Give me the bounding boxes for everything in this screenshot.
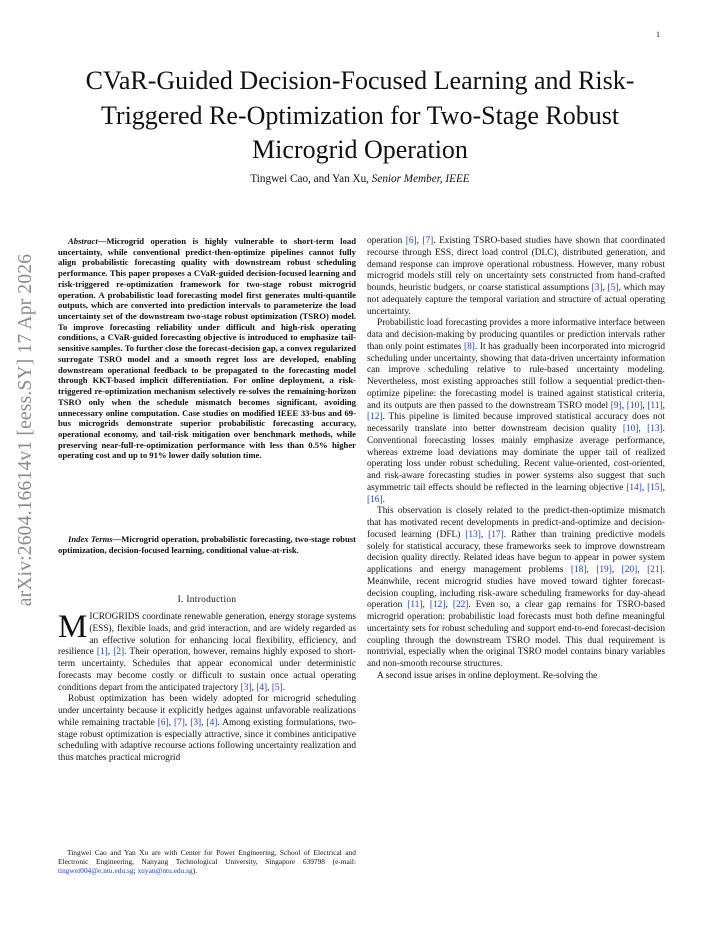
citation-link[interactable]: [19]	[596, 565, 612, 575]
right-paragraph-2: Probabilistic load forecasting provides a more informative interface between data and decision-making by producing quantiles or prediction intervals rather than only point estimates [8]. It has gradually been incorporated into microgrid scheduling under uncertainty, showing that data-driven uncertainty information can improve scheduling relative to rule-based uncertainty modeling. Nevertheless, most existing approaches still follow a sequential predict-then-optimize pipeline: the forecasting model is trained against statistical criteria, and its outputs are then passed to the downstream TSRO model [9], [10], [11], [12]. This pipeline is limited because improved statistical accuracy does not necessarily translate into better downstream decision quality [10], [13]. Conventional forecasting losses mainly emphasize average performance, whereas extreme load deviations may dominate the upper tail of realized operating loss under robust scheduling. Recent value-oriented, cost-oriented, and risk-aware forecasting studies in power systems also suggest that such asymmetric tail effects should be reflected in the learning objective [14], [15], [16].	[367, 318, 666, 505]
citation-link[interactable]: [7]	[422, 236, 434, 246]
citation-link[interactable]: [10]	[622, 424, 639, 434]
introduction-right	[367, 236, 665, 683]
affiliation-footnote: Tingwei Cao and Yan Xu are with Center for Power Engineering, School of Electrical and Electronic Engineering, Nanyang Technological University, Singapore 639798 (e-mail: tingwei004@e.ntu.edu.sg; xuyan@ntu.edu.sg).	[58, 848, 356, 876]
citation-link[interactable]: [13]	[647, 424, 663, 434]
citation-link[interactable]: [7]	[174, 717, 185, 728]
citation-link[interactable]: [1]	[96, 647, 108, 658]
citation-link[interactable]: [4]	[256, 682, 268, 693]
citation-link[interactable]: [16]	[367, 494, 383, 505]
citation-link[interactable]: [13]	[465, 529, 481, 540]
paper-title: CVaR-Guided Decision-Focused Learning and Risk-Triggered Re-Optimization for Two-Stage Robust Microgrid Operation	[85, 66, 635, 164]
citation-link[interactable]: [5]	[607, 283, 619, 293]
drop-cap: M	[58, 609, 88, 645]
citation-link[interactable]: [21]	[647, 565, 663, 575]
index-terms-text: —Microgrid operation, probabilistic forecasting, two-stage robust optimization, decision-focused learning, conditional value-at-risk.	[58, 534, 356, 555]
abstract-label: Abstract	[68, 236, 98, 246]
email-link[interactable]: xuyan@ntu.edu.sg	[137, 866, 193, 876]
citation-link[interactable]: [3]	[591, 283, 603, 293]
citation-link[interactable]: [3]	[240, 682, 252, 693]
citation-link[interactable]: [6]	[405, 236, 417, 246]
citation-link[interactable]: [11]	[647, 400, 663, 411]
right-paragraph-4: A second issue arises in online deployment. Re-solving the	[377, 670, 598, 681]
citation-link[interactable]: [22]	[452, 600, 469, 611]
intro-paragraph-2: Robust optimization has been widely adopted for microgrid scheduling under uncertainty because it explicitly hedges against unfavorable realizations while remaining tractable [6], [7], [3], [4]. Among existing formulations, two-stage robust optimization is especially attractive, since it combines anticipative scheduling with adaptive recourse actions following uncertainty realization and thus matches practical microgrid	[58, 694, 357, 763]
citation-link[interactable]: [4]	[206, 717, 218, 728]
right-paragraph-3: This observation is closely related to the predict-then-optimize mismatch that has motivated recent developments in predict-and-optimize and decision-focused learning (DFL) [13], [17]. Rather than training predictive models solely for statistical accuracy, these frameworks seek to improve downstream decision quality directly. Related ideas have begun to appear in power system applications and energy management problems [18], [19], [20], [21]. Meanwhile, recent microgrid studies have moved toward tighter forecast-decision coupling, including risk-aware scheduling frameworks for day-ahead operation [11], [12], [22]. Even so, a clear gap remains for TSRO-based microgrid operation: probabilistic load forecasts must both define meaningful uncertainty sets for robust scheduling and support end-to-end forecast-decision coupling through the downstream TSRO model. This dual requirement is nontrivial, especially when the original TSRO model contains binary variables and non-smooth recourse structures.	[367, 506, 666, 669]
citation-link[interactable]: [6]	[157, 717, 169, 728]
citation-link[interactable]: [12]	[367, 412, 383, 423]
author-line	[60, 173, 660, 185]
citation-link[interactable]: [2]	[113, 647, 125, 658]
citation-link[interactable]: [12]	[429, 600, 446, 611]
citation-link[interactable]: [17]	[488, 529, 504, 540]
right-paragraph-1: operation [6], [7]. Existing TSRO-based studies have shown that coordinated recourse through ESS, direct load control (DLC), distributed generation, and demand response can improve operational robustness. However, many robust microgrid models still rely on uncertainty sets constructed from hand-crafted bounds, heuristic budgets, or coarse statistical assumptions [3], [5], which may not adequately capture the temporal variation and structure of actual operating uncertainty.	[367, 236, 666, 317]
citation-link[interactable]: [3]	[190, 717, 202, 728]
abstract	[58, 236, 356, 461]
citation-link[interactable]: [18]	[570, 565, 587, 575]
author-names: Tingwei Cao, and Yan Xu,	[250, 173, 372, 185]
section-heading-introduction: I. Introduction	[177, 595, 237, 605]
arxiv-sidebar-stamp	[6, 195, 46, 665]
citation-link[interactable]: [5]	[271, 682, 283, 693]
citation-link[interactable]: [14]	[626, 482, 642, 493]
email-link[interactable]: tingwei004@e.ntu.edu.sg	[58, 866, 134, 876]
intro-paragraph-1: MICROGRIDS coordinate renewable generation, energy storage systems (ESS), flexible loads, and grid interaction, and are widely regarded as an effective solution for enhancing local flexibility, efficiency, and resilience [1], [2]. Their operation, however, remains highly exposed to short-term uncertainty. Schedules that appear economical under deterministic forecasts may become costly or difficult to sustain once actual operating conditions depart from the anticipated trajectory [3], [4], [5].	[58, 609, 357, 693]
introduction-left	[58, 609, 357, 765]
abstract-text: —Microgrid operation is highly vulnerable to short-term load uncertainty, while conventional predict-then-optimize pipelines cannot fully align probabilistic forecasting quality with downstream robust scheduling performance. This paper proposes a CVaR-guided decision-focused learning and risk-triggered re-optimization framework for two-stage robust microgrid operation. A probabilistic load forecasting model first generates multi-quantile outputs, which are converted into prediction intervals to parameterize the load uncertainty set of the downstream two-stage robust optimization (TSRO) model. To improve forecasting reliability under difficult and high-risk operating conditions, a CVaR-guided forecasting objective is introduced to emphasize tail-sensitive samples. To further close the forecast-decision gap, a convex regularized surrogate TSRO model and a smooth regret loss are developed, enabling downstream operational feedback to be propagated to the forecasting model through KKT-based implicit differentiation. For online deployment, a risk-triggered re-optimization mechanism selectively re-solves the remaining-horizon TSRO only when the schedule mismatch becomes significant, avoiding unnecessary online computation. Case studies on modified IEEE 33-bus and 69-bus microgrids demonstrate superior probabilistic forecasting accuracy, operational economy, and tail-risk mitigation over benchmark methods, while preserving near-full-re-optimization performance with less than 0.5% higher operating cost and up to 91% lower daily solution time.	[58, 236, 357, 461]
citation-link[interactable]: [10]	[626, 400, 643, 411]
index-terms	[58, 534, 356, 555]
citation-link[interactable]: [11]	[407, 600, 423, 611]
citation-link[interactable]: [9]	[610, 400, 622, 411]
citation-link[interactable]: [15]	[647, 482, 663, 493]
page-number: 1	[656, 30, 660, 39]
arxiv-id: arXiv:2604.16614v1 [eess.SY] 17 Apr 2026	[15, 253, 36, 607]
index-terms-label: Index Terms	[68, 534, 113, 544]
citation-link[interactable]: [8]	[464, 341, 475, 352]
author-membership: Senior Member, IEEE	[371, 173, 470, 185]
citation-link[interactable]: [20]	[621, 565, 638, 575]
